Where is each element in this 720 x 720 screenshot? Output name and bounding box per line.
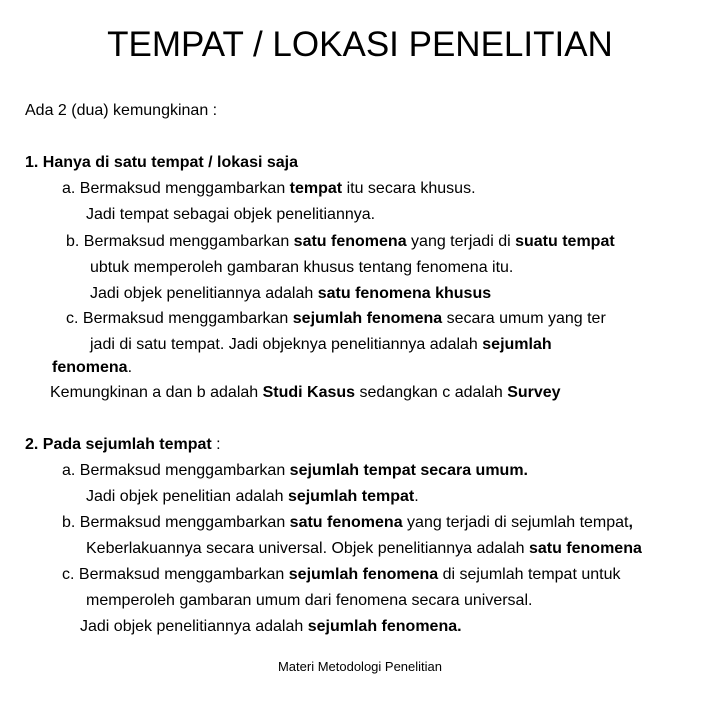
section1-item-a-line1 bbox=[62, 179, 476, 199]
emphasis-run: suatu tempat bbox=[515, 233, 615, 250]
section2-item-c-line3 bbox=[80, 617, 462, 637]
text-run: b. Bermaksud menggambarkan bbox=[66, 233, 294, 250]
text-run: Jadi objek penelitiannya adalah bbox=[80, 618, 308, 635]
section2-item-c-line1 bbox=[62, 565, 620, 585]
text-run: Jadi objek penelitiannya adalah bbox=[90, 285, 318, 302]
emphasis-run: tempat bbox=[289, 180, 343, 197]
section2-item-b-line2 bbox=[86, 539, 642, 559]
text-run: . bbox=[414, 488, 419, 505]
section1-item-b-line2: ubtuk memperoleh gambaran khusus tentang fenomena itu. bbox=[90, 259, 514, 276]
emphasis-run: sejumlah fenomena bbox=[288, 566, 439, 583]
section1-item-b-line3 bbox=[90, 284, 491, 304]
emphasis-run: 2. Pada sejumlah tempat bbox=[25, 436, 212, 453]
emphasis-run: sejumlah bbox=[482, 336, 552, 353]
emphasis-run: satu fenomena bbox=[528, 540, 642, 557]
section2-heading bbox=[25, 435, 221, 455]
text-run: di sejumlah tempat untuk bbox=[438, 566, 621, 583]
text-run: itu secara khusus. bbox=[342, 180, 476, 197]
section1-item-b-line1 bbox=[66, 232, 615, 252]
emphasis-run: Studi Kasus bbox=[262, 384, 356, 401]
slide-footer: Materi Metodologi Penelitian bbox=[277, 659, 443, 674]
text-run: c. Bermaksud menggambarkan bbox=[62, 566, 289, 583]
text-run: yang terjadi di bbox=[406, 233, 516, 250]
emphasis-run: sejumlah fenomena bbox=[292, 310, 443, 327]
text-run: c. Bermaksud menggambarkan bbox=[66, 310, 293, 327]
section2-item-a-line1 bbox=[62, 461, 528, 481]
text-run: yang terjadi di sejumlah tempat bbox=[402, 514, 629, 531]
section2-item-a-line2 bbox=[86, 487, 419, 507]
emphasis-run: sejumlah tempat bbox=[287, 488, 415, 505]
emphasis-run: fenomena bbox=[52, 359, 128, 376]
intro-text: Ada 2 (dua) kemungkinan : bbox=[25, 102, 218, 119]
text-run: : bbox=[211, 436, 221, 453]
emphasis-run: Survey bbox=[507, 384, 561, 401]
section1-summary bbox=[50, 383, 561, 403]
emphasis-run: satu fenomena khusus bbox=[317, 285, 492, 302]
text-run: jadi di satu tempat. Jadi objeknya penelitiannya adalah bbox=[90, 336, 483, 353]
section2-item-c-line2: memperoleh gambaran umum dari fenomena secara universal. bbox=[86, 592, 533, 609]
text-run: Kemungkinan a dan b adalah bbox=[50, 384, 263, 401]
text-run: Keberlakuannya secara universal. Objek penelitiannya adalah bbox=[86, 540, 529, 557]
text-run: Jadi objek penelitian adalah bbox=[86, 488, 288, 505]
section1-item-c-line2 bbox=[90, 335, 552, 355]
section1-item-c-line3 bbox=[52, 358, 132, 378]
section1-item-a-line2: Jadi tempat sebagai objek penelitiannya. bbox=[86, 206, 376, 223]
text-run: secara umum yang ter bbox=[442, 310, 606, 327]
emphasis-run: , bbox=[628, 514, 633, 531]
text-run: a. Bermaksud menggambarkan bbox=[62, 462, 290, 479]
emphasis-run: satu fenomena bbox=[289, 514, 403, 531]
emphasis-run: satu fenomena bbox=[293, 233, 407, 250]
emphasis-run: sejumlah fenomena. bbox=[307, 618, 462, 635]
text-run: b. Bermaksud menggambarkan bbox=[62, 514, 290, 531]
section1-item-c-line1 bbox=[66, 309, 606, 329]
slide-title: TEMPAT / LOKASI PENELITIAN bbox=[107, 25, 613, 64]
emphasis-run: sejumlah tempat secara umum. bbox=[289, 462, 528, 479]
text-run: . bbox=[127, 359, 133, 376]
section1-heading: 1. Hanya di satu tempat / lokasi saja bbox=[25, 154, 298, 171]
section2-item-b-line1 bbox=[62, 513, 633, 533]
text-run: a. Bermaksud menggambarkan bbox=[62, 180, 290, 197]
text-run: sedangkan c adalah bbox=[355, 384, 508, 401]
